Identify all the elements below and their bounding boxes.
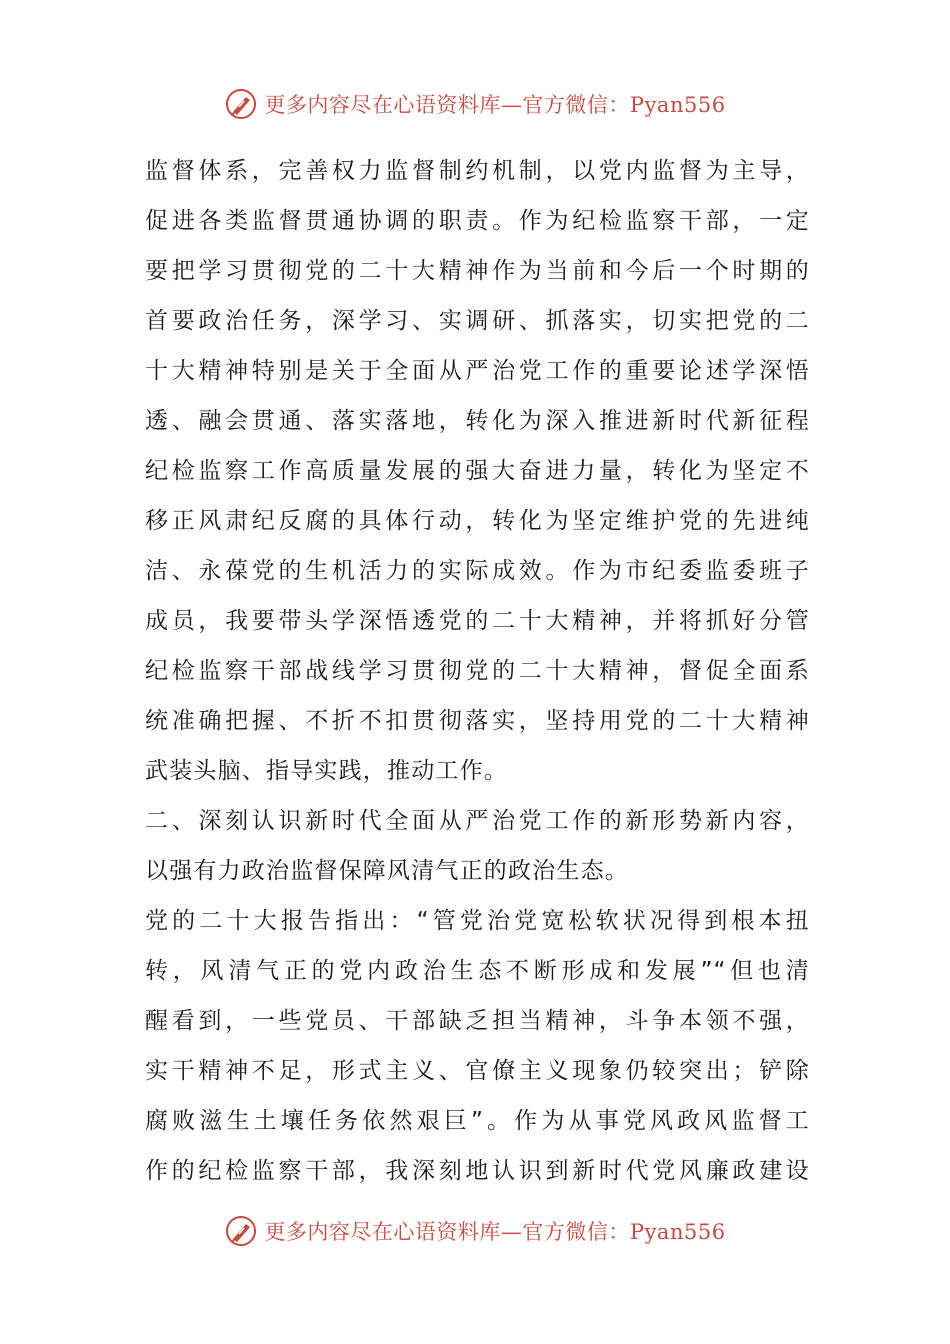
text-line: 统准确把握、不折不扣贯彻落实，坚持用党的二十大精神 bbox=[145, 708, 810, 734]
header-banner bbox=[0, 84, 950, 124]
text-line: 腐败滋生土壤任务依然艰巨”。作为从事党风政风监督工 bbox=[145, 1108, 810, 1134]
text-line: 监督体系，完善权力监督制约机制，以党内监督为主导， bbox=[145, 158, 810, 184]
text-line: 纪检监察工作高质量发展的强大奋进力量，转化为坚定不 bbox=[145, 458, 810, 484]
text-line: 成员，我要带头学深悟透党的二十大精神，并将抓好分管 bbox=[145, 608, 810, 634]
text-line: 醒看到，一些党员、干部缺乏担当精神，斗争本领不强， bbox=[145, 1008, 810, 1034]
footer-banner bbox=[0, 1211, 950, 1251]
text-line: 首要政治任务，深学习、实调研、抓落实，切实把党的二 bbox=[145, 308, 810, 334]
text-line: 党的二十大报告指出：“管党治党宽松软状况得到根本扭 bbox=[145, 908, 810, 934]
pen-nib-logo-icon bbox=[224, 87, 258, 121]
header-banner-text: 更多内容尽在心语资料库—官方微信：Pyan556 bbox=[264, 93, 726, 117]
text-line: 转，风清气正的党内政治生态不断形成和发展”“但也清 bbox=[145, 958, 810, 984]
text-line: 移正风肃纪反腐的具体行动，转化为坚定维护党的先进纯 bbox=[145, 508, 810, 534]
text-line: 透、融会贯通、落实落地，转化为深入推进新时代新征程 bbox=[145, 408, 810, 434]
text-line: 要把学习贯彻党的二十大精神作为当前和今后一个时期的 bbox=[145, 258, 810, 284]
footer-banner-text: 更多内容尽在心语资料库—官方微信：Pyan556 bbox=[264, 1220, 726, 1244]
document-body bbox=[145, 146, 810, 1196]
section-heading-line: 以强有力政治监督保障风清气正的政治生态。 bbox=[145, 858, 629, 884]
text-line: 纪检监察干部战线学习贯彻党的二十大精神，督促全面系 bbox=[145, 658, 810, 684]
text-line: 洁、永葆党的生机活力的实际成效。作为市纪委监委班子 bbox=[145, 558, 810, 584]
pen-nib-logo-icon bbox=[224, 1214, 258, 1248]
text-line: 实干精神不足，形式主义、官僚主义现象仍较突出；铲除 bbox=[145, 1058, 810, 1084]
section-heading-line: 二、深刻认识新时代全面从严治党工作的新形势新内容， bbox=[145, 808, 810, 834]
text-line: 促进各类监督贯通协调的职责。作为纪检监察干部，一定 bbox=[145, 208, 810, 234]
text-line: 作的纪检监察干部，我深刻地认识到新时代党风廉政建设 bbox=[145, 1158, 810, 1184]
text-line: 武装头脑、指导实践，推动工作。 bbox=[145, 758, 508, 784]
text-line: 十大精神特别是关于全面从严治党工作的重要论述学深悟 bbox=[145, 358, 810, 384]
